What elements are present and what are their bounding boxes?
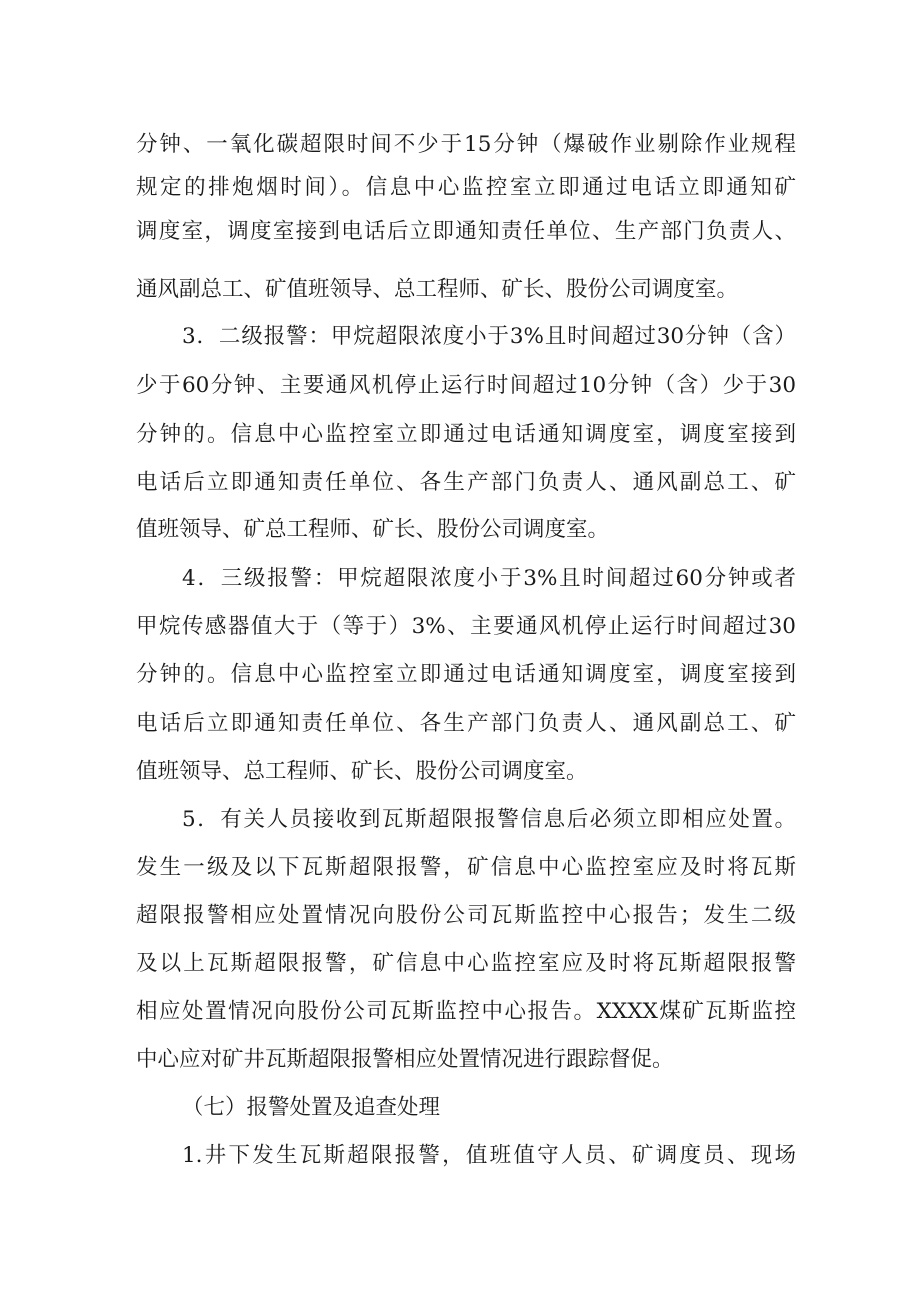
paragraph-line: 中心应对矿井瓦斯超限报警相应处置情况进行跟踪督促。 xyxy=(136,1047,674,1072)
section-heading: （七）报警处置及追查处理 xyxy=(182,1095,441,1120)
paragraph-line: 规定的排炮烟时间）。信息中心监控室立即通过电话立即通知矿 xyxy=(136,175,796,200)
paragraph-line: 值班领导、总工程师、矿长、股份公司调度室。 xyxy=(136,759,588,784)
paragraph-line: 超限报警相应处置情况向股份公司瓦斯监控中心报告；发生二级 xyxy=(136,903,796,928)
paragraph-line: 值班领导、矿总工程师、矿长、股份公司调度室。 xyxy=(136,517,610,542)
paragraph-line: 发生一级及以下瓦斯超限报警，矿信息中心监控室应及时将瓦斯 xyxy=(136,855,796,880)
paragraph-line: 分钟的。信息中心监控室立即通过电话通知调度室，调度室接到 xyxy=(136,422,796,447)
paragraph-line: 电话后立即通知责任单位、各生产部门负责人、通风副总工、矿 xyxy=(136,711,796,736)
paragraph-line: 及以上瓦斯超限报警，矿信息中心监控室应及时将瓦斯超限报警 xyxy=(136,951,796,976)
paragraph-line: 调度室，调度室接到电话后立即通知责任单位、生产部门负责人、 xyxy=(136,219,796,244)
paragraph-line: 相应处置情况向股份公司瓦斯监控中心报告。XXXX煤矿瓦斯监控 xyxy=(136,999,796,1024)
paragraph-line: 少于60分钟、主要通风机停止运行时间超过10分钟（含）少于30 xyxy=(136,373,796,398)
paragraph-line: 5．有关人员接收到瓦斯超限报警信息后必须立即相应处置。 xyxy=(182,807,796,832)
paragraph-line: 分钟的。信息中心监控室立即通过电话通知调度室，调度室接到 xyxy=(136,662,796,687)
paragraph-line: 4．三级报警：甲烷超限浓度小于3%且时间超过60分钟或者 xyxy=(182,566,796,591)
paragraph-line: 通风副总工、矿值班领导、总工程师、矿长、股份公司调度室。 xyxy=(136,277,739,302)
paragraph-line: 1.井下发生瓦斯超限报警，值班值守人员、矿调度员、现场 xyxy=(182,1143,796,1168)
paragraph-line: 分钟、一氧化碳超限时间不少于15分钟（爆破作业剔除作业规程 xyxy=(136,132,796,157)
paragraph-line: 电话后立即通知责任单位、各生产部门负责人、通风副总工、矿 xyxy=(136,470,796,495)
paragraph-line: 3．二级报警：甲烷超限浓度小于3%且时间超过30分钟（含） xyxy=(182,324,796,349)
paragraph-line: 甲烷传感器值大于（等于）3%、主要通风机停止运行时间超过30 xyxy=(136,614,796,639)
